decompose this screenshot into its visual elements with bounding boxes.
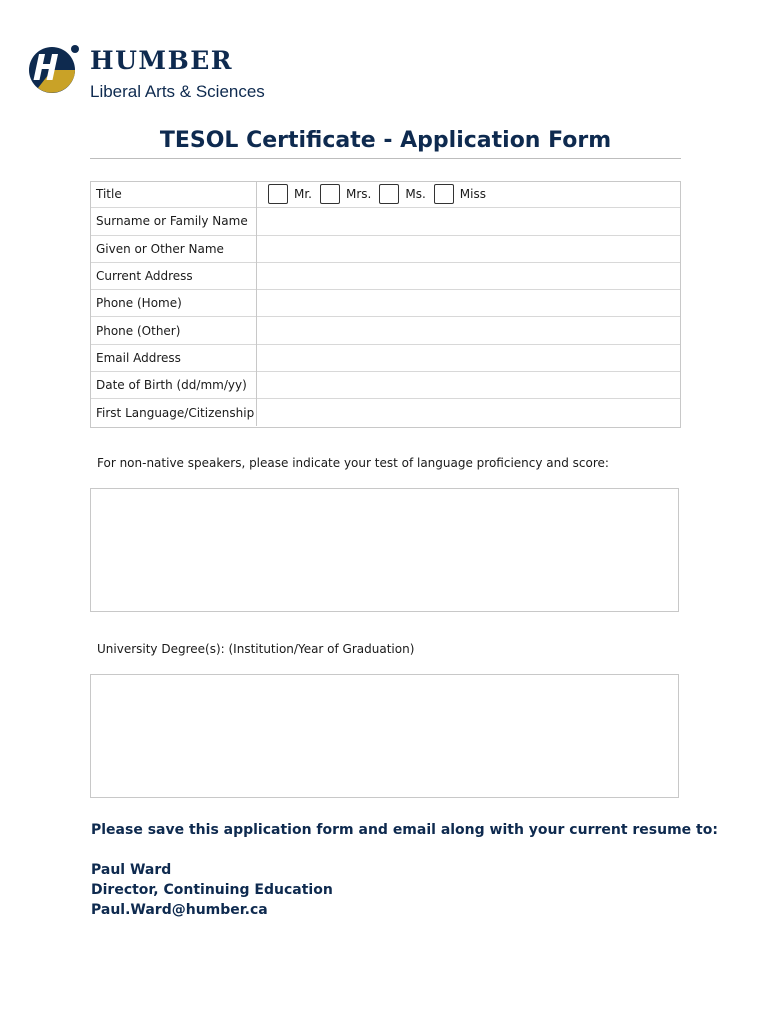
field-label: Phone (Other) [90,317,257,344]
contact-email[interactable]: Paul.Ward@humber.ca [91,902,268,918]
checkbox-mrs[interactable] [320,184,340,204]
title-options [257,181,681,208]
applicant-info-table [90,181,680,426]
title-option-miss[interactable] [426,184,486,204]
checkbox-miss[interactable] [434,184,454,204]
table-row [90,344,680,371]
field-label: First Language/Citizenship [90,399,257,426]
table-row [90,208,680,235]
humber-logo-icon [28,40,82,94]
title-option-mrs[interactable] [312,184,371,204]
phone-home-field[interactable] [257,290,681,317]
field-label: Date of Birth (dd/mm/yy) [90,372,257,399]
option-label: Mr. [294,187,312,202]
logo-name: HUMBER [90,46,234,75]
date-of-birth-field[interactable] [257,372,681,399]
option-label: Mrs. [346,187,372,202]
table-row [90,372,680,399]
title-option-ms[interactable] [371,184,425,204]
table-row [90,235,680,262]
checkbox-ms[interactable] [379,184,399,204]
degree-prompt: University Degree(s): (Institution/Year of Graduation) [97,642,415,656]
language-proficiency-box[interactable] [90,488,679,612]
field-label: Phone (Home) [90,290,257,317]
humber-logo [28,36,288,106]
title-divider [90,158,681,159]
phone-other-field[interactable] [257,317,681,344]
degree-box[interactable] [90,674,679,798]
checkbox-mr[interactable] [268,184,288,204]
language-prompt: For non-native speakers, please indicate your test of language proficiency and score: [97,456,609,470]
contact-name: Paul Ward [91,862,172,878]
email-field[interactable] [257,344,681,371]
field-label: Given or Other Name [90,235,257,262]
field-label: Current Address [90,262,257,289]
table-row [90,262,680,289]
option-label: Ms. [405,187,426,202]
table-row [90,181,680,208]
submission-instruction: Please save this application form and email along with your current resume to: [91,822,718,838]
field-label: Email Address [90,344,257,371]
field-label: Surname or Family Name [90,208,257,235]
surname-field[interactable] [257,208,681,235]
logo-subtitle: Liberal Arts & Sciences [90,82,265,101]
title-option-mr[interactable] [257,184,312,204]
address-field[interactable] [257,262,681,289]
title-label: Title [90,181,257,208]
table-row [90,290,680,317]
page-title: TESOL Certificate - Application Form [159,128,612,153]
language-citizenship-field[interactable] [257,399,681,426]
given-name-field[interactable] [257,235,681,262]
contact-title: Director, Continuing Education [91,882,333,898]
option-label: Miss [459,187,486,202]
table-row [90,399,680,426]
table-row [90,317,680,344]
